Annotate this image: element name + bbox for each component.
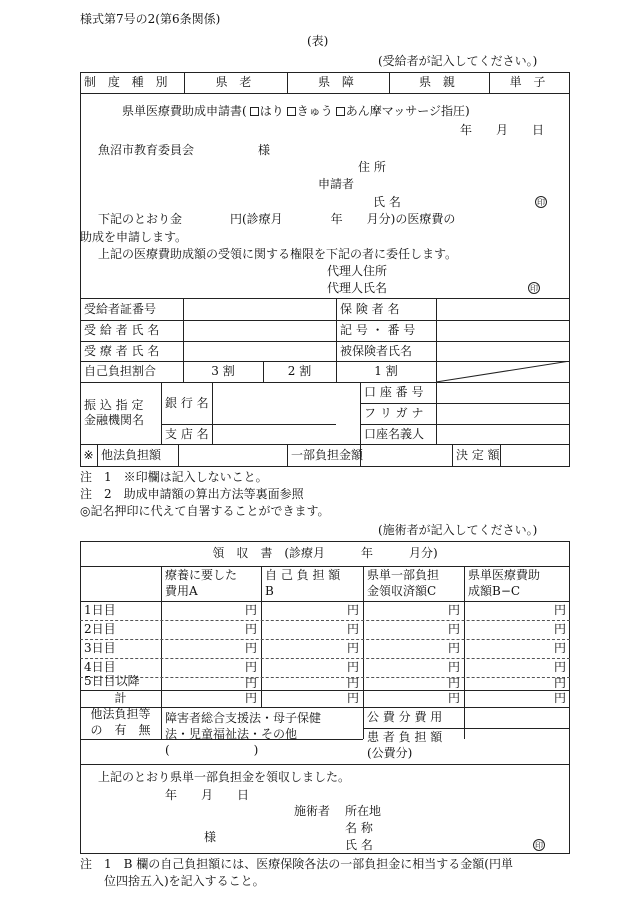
partial-charge-field[interactable]: [360, 444, 452, 467]
system-option-disabled[interactable]: 県 障: [318, 75, 358, 89]
copay-ratio-label: 自己負担割合: [84, 364, 157, 378]
symbol-number-field[interactable]: [436, 320, 570, 341]
amount-field-subsidy-bc-row-3[interactable]: 円: [553, 641, 566, 655]
application-body-line1: 下記のとおり金 円(診療月 年 月分)の医療費の: [98, 212, 456, 226]
branch-name-label: 支 店 名: [165, 426, 209, 441]
practitioner-company-label: 名 称: [345, 821, 373, 835]
receipt-date[interactable]: 年 月 日: [165, 788, 250, 802]
amount-field-received-c-row-3[interactable]: 円: [447, 641, 460, 655]
col-header-self-pay-b: 自 己 負 担 額 B: [265, 567, 341, 598]
amount-field-cost-a-row-1[interactable]: 円: [244, 603, 257, 617]
col-header-subsidy-bc: 県単医療費助 成額B−C: [468, 567, 541, 598]
amount-field-subsidy-bc-row-6[interactable]: 円: [553, 691, 566, 705]
amount-field-received-c-row-6[interactable]: 円: [447, 691, 460, 705]
agent-address-label: 代理人住所: [327, 264, 388, 278]
furigana-label: フ リ ガ ナ: [364, 406, 424, 420]
insurer-name-field[interactable]: [436, 298, 570, 320]
account-number-field[interactable]: [436, 382, 570, 403]
office-use-mark: ※: [83, 448, 94, 462]
copay-option-30[interactable]: 3 割: [211, 364, 235, 378]
address-label: 住 所: [358, 160, 386, 174]
note-1: 注 1 ※印欄は記入しないこと。: [80, 470, 268, 484]
amount-field-self-pay-b-row-2[interactable]: 円: [346, 622, 359, 636]
bank-designation-label-line1: 振 込 指 定: [84, 398, 144, 412]
receipt-note-line2: 位四捨五入)を記入すること。: [104, 874, 265, 888]
decision-amount-label: 決 定 額: [456, 448, 500, 462]
receipt-statement: 上記のとおり県単一部負担金を領収しました。: [98, 770, 351, 784]
applicant-label: 申請者: [318, 177, 355, 191]
recipient-note: (受給者が記入してください。): [378, 54, 538, 68]
application-title-suffix: ): [465, 104, 470, 118]
amount-field-self-pay-b-row-6[interactable]: 円: [346, 691, 359, 705]
form-side-label: (表): [307, 34, 329, 48]
checkbox-massage[interactable]: [336, 107, 345, 116]
account-number-label: 口 座 番 号: [364, 385, 424, 399]
amount-field-subsidy-bc-row-5[interactable]: 円: [553, 676, 566, 690]
application-title: [122, 104, 470, 119]
application-title-prefix: 県単医療費助成申請書(: [122, 104, 247, 118]
branch-name-field[interactable]: [212, 424, 336, 444]
receipt-note-line1: 注 1 B 欄の自己負担額には、医療保険各法の一部負担金に相当する金額(円単: [80, 857, 513, 871]
recipient-cert-number-label: 受給者証番号: [84, 301, 157, 316]
amount-field-self-pay-b-row-4[interactable]: 円: [346, 660, 359, 674]
amount-field-received-c-row-5[interactable]: 円: [447, 676, 460, 690]
option-kyu: きゅう: [296, 104, 333, 118]
other-law-amount-field[interactable]: [178, 444, 287, 467]
system-type-label: 制 度 種 別: [84, 75, 172, 89]
furigana-field[interactable]: [436, 403, 570, 424]
practitioner-name-label: 氏 名: [345, 838, 373, 852]
amount-field-self-pay-b-row-1[interactable]: 円: [346, 603, 359, 617]
patient-name-label: 受 療 者 氏 名: [84, 343, 160, 358]
insured-name-label: 被保険者氏名: [340, 343, 413, 358]
decision-amount-field[interactable]: [500, 444, 570, 467]
addressee-honorific: 様: [258, 143, 271, 157]
public-expense-label: 公 費 分 費 用: [367, 710, 443, 724]
account-holder-label: 口座名義人: [364, 426, 425, 441]
practitioner-label: 施術者: [294, 804, 331, 818]
copay-option-10[interactable]: 1 割: [374, 364, 398, 378]
copay-diagonal-line: [436, 361, 570, 382]
amount-field-cost-a-row-5[interactable]: 円: [244, 676, 257, 690]
copay-option-20[interactable]: 2 割: [287, 364, 312, 378]
other-burden-label: 他法負担等 の 有 無: [90, 707, 151, 737]
patient-payment-label: 患 者 負 担 額 (公費分): [367, 730, 443, 760]
amount-field-subsidy-bc-row-2[interactable]: 円: [553, 622, 566, 636]
row-day-4: 4日目: [84, 660, 116, 674]
row-day-3: 3日目: [84, 641, 116, 655]
amount-field-self-pay-b-row-5[interactable]: 円: [346, 676, 359, 690]
application-date[interactable]: 年 月 日: [460, 123, 545, 137]
recipient-name-label: 受 給 者 氏 名: [84, 323, 160, 337]
note-2: 注 2 助成申請額の算出方法等裏面参照: [80, 487, 304, 501]
other-law-amount-label: 他法負担額: [101, 448, 162, 462]
recipient-cert-number-field[interactable]: [183, 298, 336, 320]
bank-designation-label-line2: 金融機関名: [84, 413, 145, 427]
addressee: 魚沼市教育委員会: [98, 143, 195, 157]
bank-designation-label: [80, 382, 161, 444]
amount-field-cost-a-row-3[interactable]: 円: [244, 641, 257, 655]
application-body-line2: 助成を申請します。: [80, 230, 188, 244]
note-signature: ◎記名押印に代えて自署することができます。: [80, 504, 330, 518]
amount-field-received-c-row-2[interactable]: 円: [447, 622, 460, 636]
amount-field-cost-a-row-2[interactable]: 円: [244, 622, 257, 636]
patient-payment-field[interactable]: [464, 728, 570, 764]
col-header-cost-a: 療養に要した 費用A: [165, 567, 238, 598]
receipt-title: 領 収 書 (診療月 年 月分): [212, 546, 438, 560]
system-option-elderly[interactable]: 県 老: [215, 75, 256, 89]
account-holder-field[interactable]: [436, 424, 570, 444]
partial-charge-label: 一部負担金額: [291, 448, 364, 462]
applicant-name-label: 氏 名: [373, 195, 401, 209]
row-day-2: 2日目: [84, 622, 116, 636]
amount-field-self-pay-b-row-3[interactable]: 円: [346, 641, 359, 655]
agent-seal-mark: 印: [530, 284, 538, 293]
symbol-number-label: 記 号 ・ 番 号: [340, 323, 416, 337]
practitioner-location-label: 所在地: [345, 804, 382, 818]
checkbox-kyu[interactable]: [287, 107, 296, 116]
col-header-received-c: 県単一部負担 金領収済額C: [367, 567, 440, 598]
row-day-1: 1日目: [84, 603, 116, 617]
checkbox-hari[interactable]: [250, 107, 259, 116]
amount-field-cost-a-row-6[interactable]: 円: [244, 691, 257, 705]
amount-field-received-c-row-4[interactable]: 円: [447, 660, 460, 674]
insurer-name-label: 保 険 者 名: [340, 301, 400, 316]
practitioner-seal-mark: 印: [535, 841, 543, 850]
row-day-5-plus: 5日目以降: [84, 673, 140, 688]
bank-name-field[interactable]: [212, 382, 336, 424]
amount-field-cost-a-row-4[interactable]: 円: [244, 660, 257, 674]
amount-field-subsidy-bc-row-1[interactable]: 円: [553, 603, 566, 617]
bank-name-label: 銀 行 名: [165, 395, 209, 410]
practitioner-note: (施術者が記入してください。): [378, 523, 538, 537]
row-total: 計: [114, 691, 127, 705]
public-expense-field[interactable]: [464, 707, 570, 728]
recipient-name-field[interactable]: [183, 320, 336, 341]
applicant-seal-mark: 印: [537, 198, 545, 207]
amount-field-subsidy-bc-row-4[interactable]: 円: [553, 660, 566, 674]
form-number: 様式第7号の2(第6条関係): [80, 12, 221, 26]
applicable-laws-text[interactable]: 障害者総合支援法・母子保健 法・児童福祉法・その他 ( ): [165, 711, 322, 758]
receipt-honorific: 様: [204, 830, 217, 844]
option-hari: はり: [259, 104, 284, 118]
patient-name-field[interactable]: [183, 341, 336, 361]
amount-field-received-c-row-1[interactable]: 円: [447, 603, 460, 617]
agent-name-label: 代理人氏名: [327, 281, 388, 295]
system-option-single-child[interactable]: 単 子: [509, 75, 550, 89]
system-option-single-parent[interactable]: 県 親: [419, 75, 459, 89]
delegation-statement: 上記の医療費助成額の受領に関する権限を下記の者に委任します。: [98, 247, 458, 261]
option-massage: あん摩マッサージ指圧: [345, 104, 465, 118]
insured-name-field[interactable]: [436, 341, 570, 361]
